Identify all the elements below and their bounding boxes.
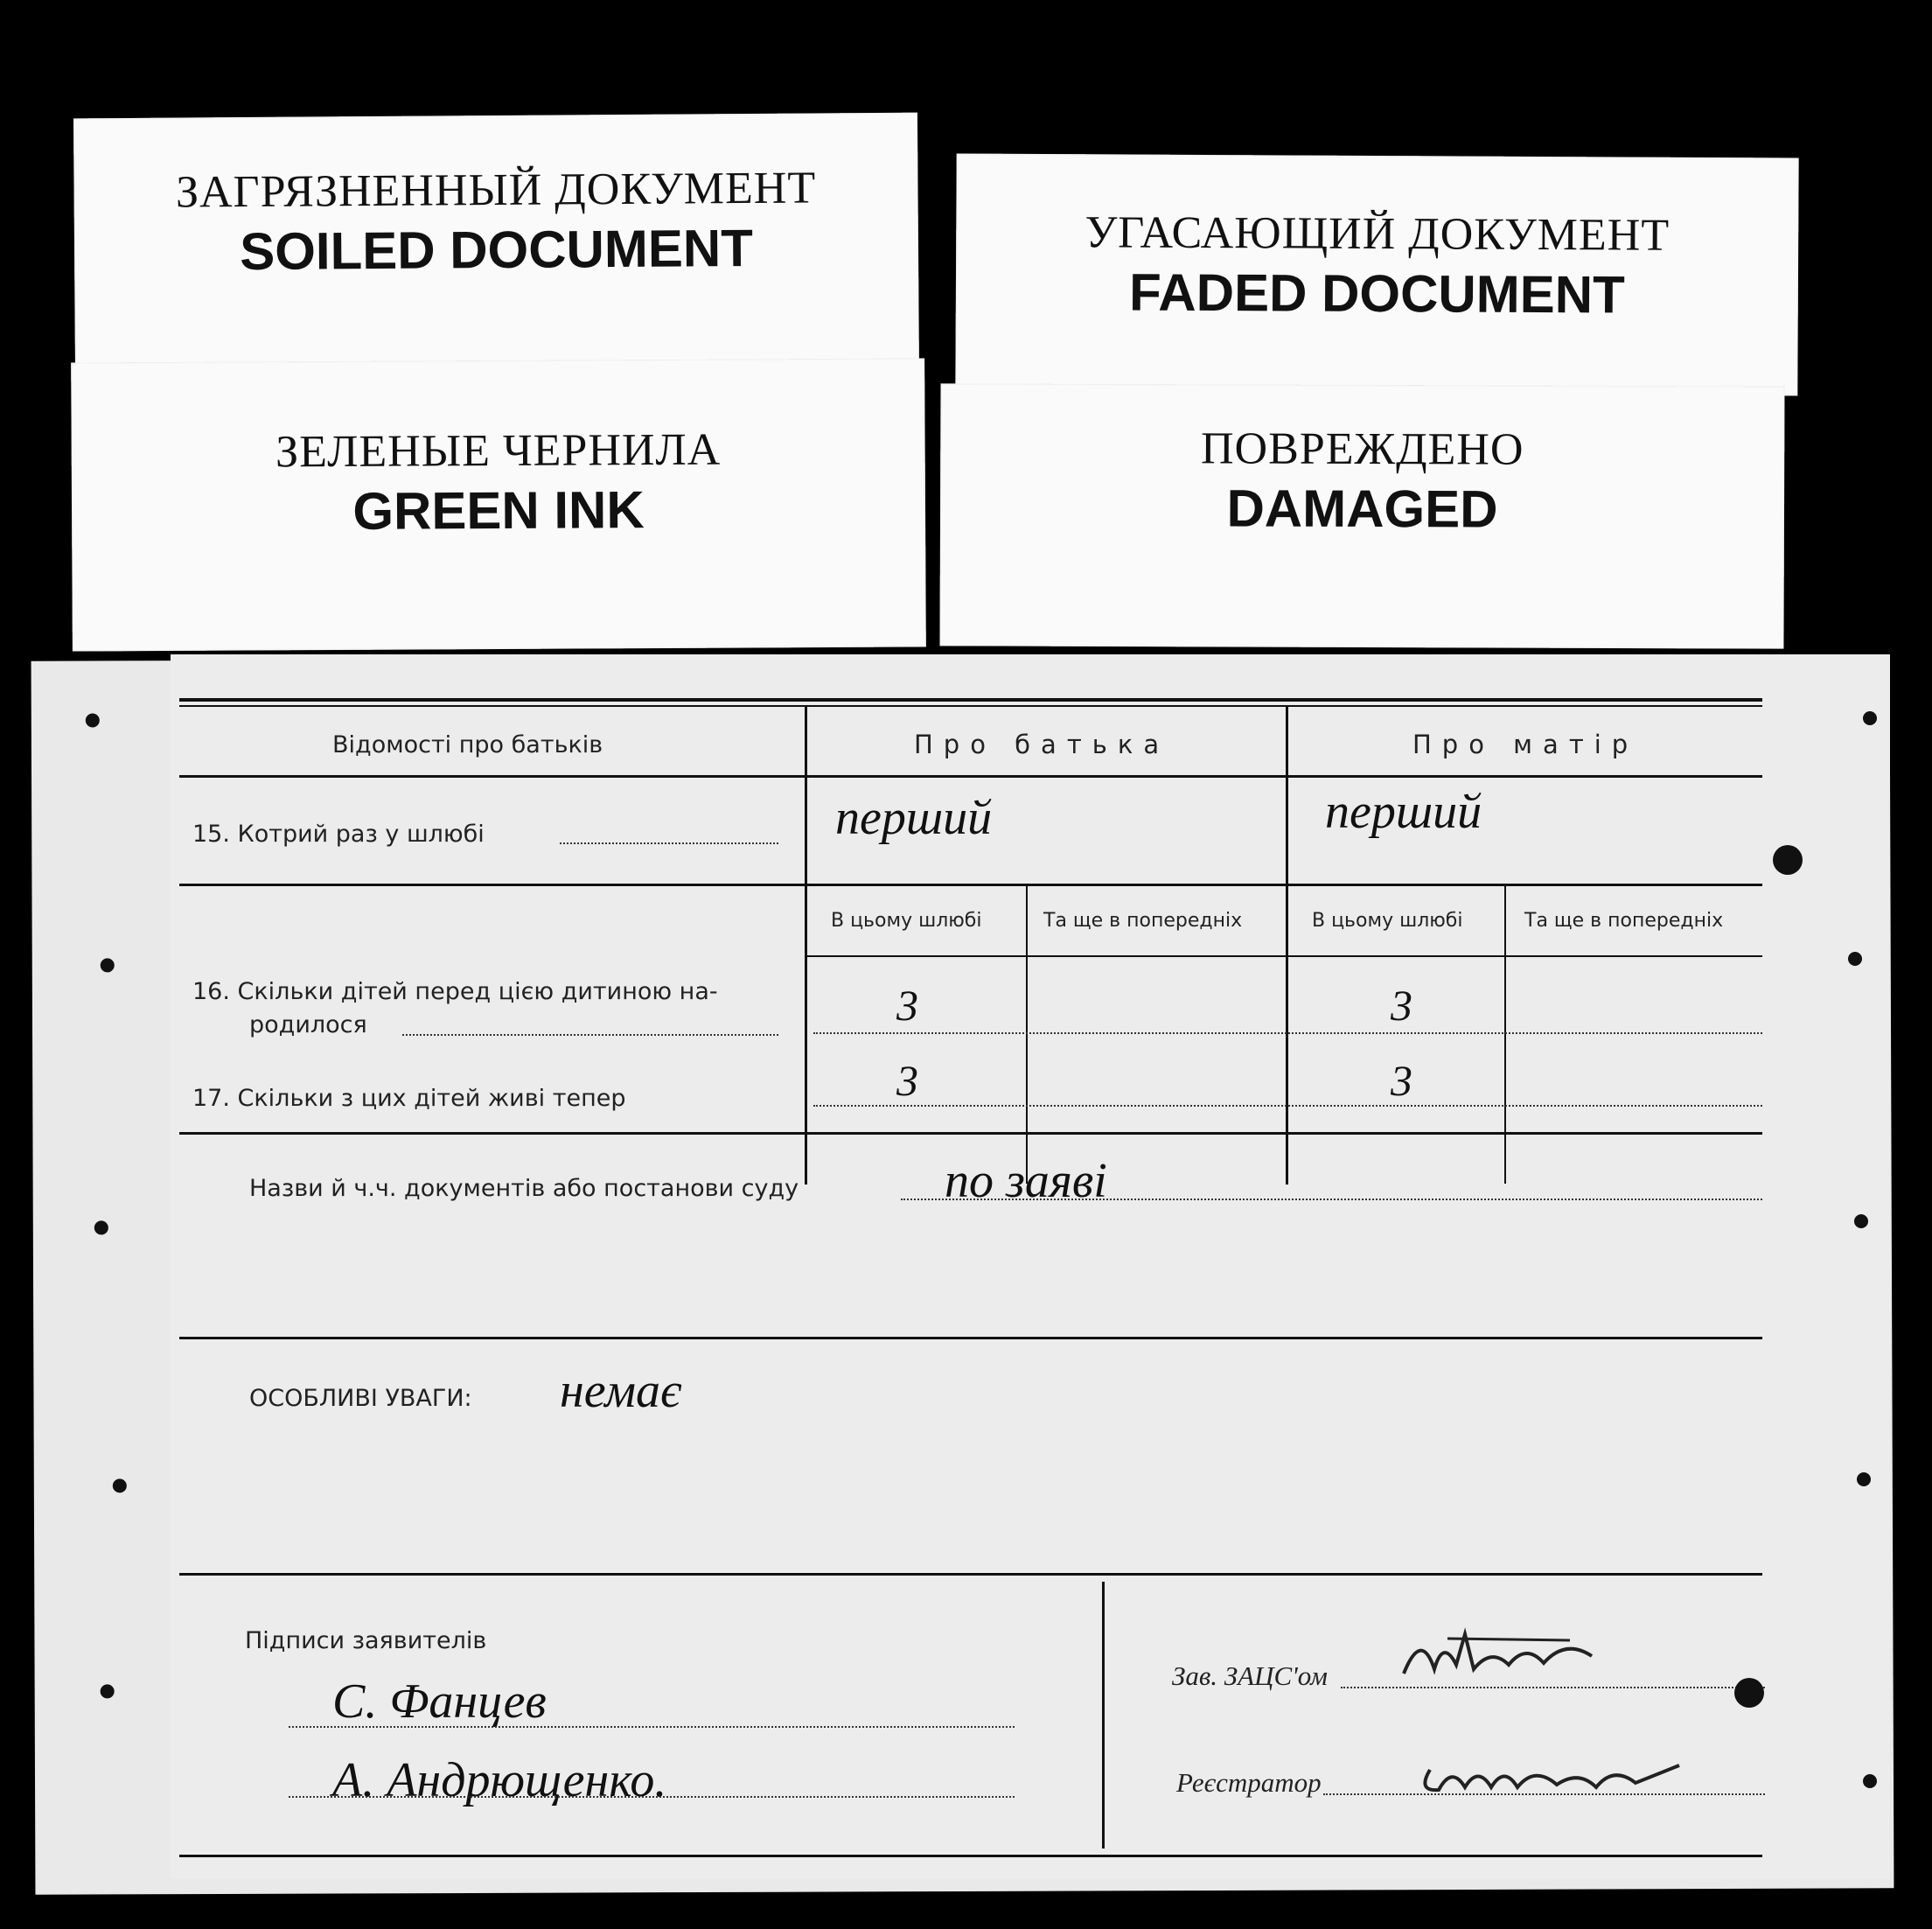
head-registry-label: Зав. ЗАЦС'ом <box>1172 1660 1328 1691</box>
head-registry-signature <box>1395 1621 1605 1691</box>
punch-hole <box>101 958 115 972</box>
label-damaged <box>939 383 1784 648</box>
label-ru-text: УГАСАЮЩИЙ ДОКУМЕНТ <box>1085 207 1670 261</box>
column-divider <box>1504 886 1506 1184</box>
label-en-text: GREEN INK <box>352 480 645 541</box>
row15-father-value: перший <box>835 791 993 845</box>
registrar-signature <box>1417 1739 1697 1805</box>
row15-rule <box>179 884 1762 886</box>
signature-line <box>289 1796 1015 1798</box>
dotted-cell-line <box>813 1105 1762 1107</box>
punch-hole <box>1854 1214 1868 1228</box>
documents-value: по заяві <box>945 1154 1107 1208</box>
applicant2-signature: А. Андрющенко. <box>332 1753 667 1807</box>
registrar-label: Реєстратор <box>1176 1767 1322 1798</box>
civil-registry-form <box>171 654 1890 1879</box>
documents-label: Назви й ч.ч. документів або постанови суду <box>249 1175 799 1202</box>
header-mother: Про матір <box>1412 730 1639 759</box>
header-father: Про батька <box>914 730 1170 759</box>
punch-hole <box>1863 1774 1877 1788</box>
table-top-rule <box>179 705 1762 707</box>
applicant1-signature: С. Фанцев <box>332 1674 547 1729</box>
label-en-text: FADED DOCUMENT <box>1128 262 1625 325</box>
remarks-label: ОСОБЛИВІ УВАГИ: <box>249 1385 472 1412</box>
row16-father-this-value: 3 <box>896 981 918 1030</box>
label-ru-text: ЗЕЛЕНЫЕ ЧЕРНИЛА <box>275 424 722 478</box>
subheader-previous-father: Та ще в попередніх <box>1043 910 1243 932</box>
signature-line <box>289 1726 1015 1728</box>
row16-mother-this-value: 3 <box>1391 981 1412 1030</box>
punch-hole <box>1857 1472 1871 1486</box>
punch-hole <box>94 1220 108 1234</box>
section-rule <box>179 1573 1762 1576</box>
row16-label-line1: 16. Скільки дітей перед цією дитиною на- <box>192 978 718 1005</box>
punch-hole <box>1863 711 1877 725</box>
punch-hole <box>1848 952 1862 966</box>
table-bottom-rule <box>179 1132 1762 1135</box>
row15-label: 15. Котрий раз у шлюбі <box>192 821 485 848</box>
punch-hole <box>101 1684 115 1698</box>
label-soiled-document <box>73 113 919 381</box>
punch-hole <box>113 1478 127 1492</box>
signature-divider <box>1102 1582 1105 1849</box>
header-parents-info: Відомості про батьків <box>332 731 603 758</box>
label-en-text: DAMAGED <box>1226 479 1498 539</box>
subheader-this-marriage-father: В цьому шлюбі <box>831 910 982 932</box>
row15-mother-value: перший <box>1325 785 1482 839</box>
subheader-previous-mother: Та ще в попередніх <box>1524 910 1724 932</box>
row17-father-this-value: 3 <box>896 1056 918 1105</box>
section-rule <box>179 1337 1762 1339</box>
punch-hole <box>1773 845 1803 875</box>
subheader-rule <box>807 955 1762 957</box>
label-ru-text: ПОВРЕЖДЕНО <box>1200 423 1524 475</box>
label-ru-text: ЗАГРЯЗНЕННЫЙ ДОКУМЕНТ <box>175 163 817 218</box>
table-top-rule <box>179 698 1762 702</box>
punch-hole <box>1734 1678 1764 1708</box>
dotted-leader <box>402 1034 778 1036</box>
label-green-ink <box>71 358 926 651</box>
dotted-leader <box>560 842 778 844</box>
dotted-cell-line <box>813 1032 1762 1034</box>
row17-label: 17. Скільки з цих дітей живі тепер <box>192 1085 626 1112</box>
row16-label-line2: родилося <box>249 1011 367 1038</box>
applicants-signatures-label: Підписи заявителів <box>245 1627 487 1654</box>
form-bottom-rule <box>179 1855 1762 1857</box>
column-divider <box>1026 886 1028 1184</box>
remarks-value: немає <box>560 1364 682 1418</box>
punch-hole <box>86 713 100 727</box>
label-en-text: SOILED DOCUMENT <box>239 218 754 282</box>
subheader-this-marriage-mother: В цьому шлюбі <box>1312 910 1463 932</box>
label-faded-document <box>955 153 1798 395</box>
header-rule <box>179 775 1762 778</box>
row17-mother-this-value: 3 <box>1391 1056 1412 1105</box>
